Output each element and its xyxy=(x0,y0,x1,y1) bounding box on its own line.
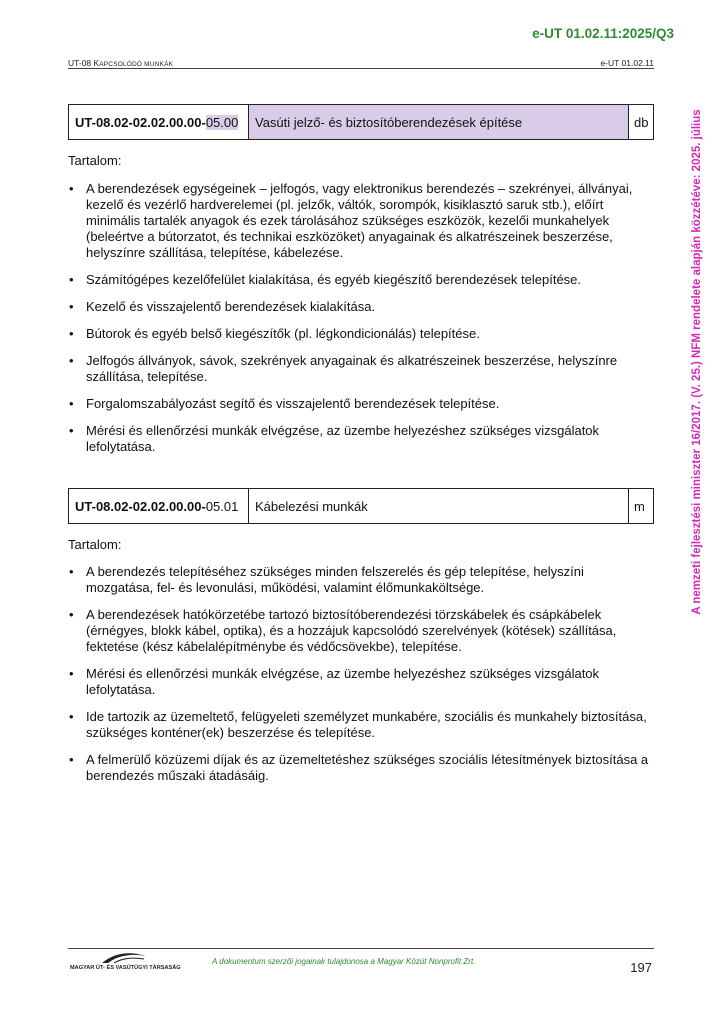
item-code-prefix: UT-08.02-02.02.00.00- xyxy=(75,498,206,514)
header-chapter-prefix: UT-08 K xyxy=(68,58,100,68)
tartalom-label: Tartalom: xyxy=(68,153,122,168)
item-title: Kábelezési munkák xyxy=(249,489,629,523)
road-swoosh-icon xyxy=(100,950,148,964)
list-item: • Forgalomszabályozást segítő és visszajelentő berendezések telepítése. xyxy=(68,396,654,412)
item-code-cell xyxy=(69,105,249,139)
header-chapter-smallcaps: APCSOLÓDÓ MUNKÁK xyxy=(99,61,174,68)
list-item: • A berendezés telepítéséhez szükséges minden felszerelés és gép telepítése, helyszíni mozgatása, fel- és levonulási, működési, valamint élőmunkaköltsége. xyxy=(68,564,654,596)
footer-rule xyxy=(68,948,654,949)
header-chapter xyxy=(68,58,173,68)
tartalom-label: Tartalom: xyxy=(68,537,122,552)
copyright-notice: A dokumentum szerzői jogainak tulajdonosa a Magyar Közút Nonprofit Zrt. xyxy=(212,957,476,966)
list-item: • Számítógépes kezelőfelület kialakítása, és egyéb kiegészítő berendezések telepítése. xyxy=(68,272,654,288)
item-code-prefix: UT-08.02-02.02.00.00- xyxy=(75,114,206,130)
list-item: • Ide tartozik az üzemeltető, felügyeleti személyzet munkabére, szociális és munkahely biztosítása, szükséges konténer(ek) beszerzése és telepítése. xyxy=(68,709,654,741)
header-doc-ref: e-UT 01.02.11 xyxy=(600,58,654,68)
org-name: MAGYAR ÚT- ÉS VASÚTÜGYI TÁRSASÁG xyxy=(70,965,181,971)
list-item: • A berendezések egységeinek – jelfogós, vagy elektronikus berendezés – szekrényei, állványai, kezelő és vezérlő hardverelemei (pl. jelzők, váltók, sorompók, kisiklasztó saruk stb.), előírt minimális tartalék anyagok és ezek tárolásához szükséges eszközök, kezelői munkahelyek (beleértve a bútorzatot, és technikai eszközöket) anyagainak és alkatrészeinek beszerzése, helyszínre szállítása, telepítése, kábelezése. xyxy=(68,181,654,261)
content-list-05-00 xyxy=(68,181,654,466)
list-item: • Jelfogós állványok, sávok, szekrények anyagainak és alkatrészeinek beszerzése, helyszínre szállítása, telepítése. xyxy=(68,353,654,385)
content-list-05-01 xyxy=(68,564,654,795)
item-code-suffix: 05.00 xyxy=(205,114,239,130)
item-title: Vasúti jelző- és biztosítóberendezések építése xyxy=(249,105,629,139)
item-code-suffix: 05.01 xyxy=(205,498,239,514)
item-table-05-00 xyxy=(68,104,654,140)
list-item: • Kezelő és visszajelentő berendezések kialakítása. xyxy=(68,299,654,315)
item-table-05-01 xyxy=(68,488,654,524)
list-item: • Mérési és ellenőrzési munkák elvégzése, az üzembe helyezéshez szükséges vizsgálatok lefolytatása. xyxy=(68,423,654,455)
side-publication-note xyxy=(687,96,707,628)
list-item: • A felmerülő közüzemi díjak és az üzemeltetéshez szükséges szociális létesítmények biztosítása a berendezés műszaki átadásáig. xyxy=(68,752,654,784)
item-unit: db xyxy=(634,114,649,130)
list-item: • Bútorok és egyéb belső kiegészítők (pl. légkondicionálás) telepítése. xyxy=(68,326,654,342)
header-rule xyxy=(68,68,654,69)
document-code: e-UT 01.02.11:2025/Q3 xyxy=(532,26,674,41)
list-item: • Mérési és ellenőrzési munkák elvégzése, az üzembe helyezéshez szükséges vizsgálatok lefolytatása. xyxy=(68,666,654,698)
side-publication-note-text: A nemzeti fejlesztési miniszter 16/2017. (V. 25.) NFM rendelete alapján közzétéve: 2025. július xyxy=(691,109,703,615)
org-logo xyxy=(70,950,181,974)
item-unit: m xyxy=(634,498,645,514)
list-item: • A berendezések hatókörzetébe tartozó biztosítóberendezési törzskábelek és csápkábelek (érnégyes, blokk kábel, optika), és a hozzájuk kapcsolódó szerelvények (kötések) szállítása, fektetése (kész kábelalépítménybe és védőcsövekbe), telepítése. xyxy=(68,607,654,655)
item-code-cell xyxy=(69,489,249,523)
page-number: 197 xyxy=(630,960,652,975)
